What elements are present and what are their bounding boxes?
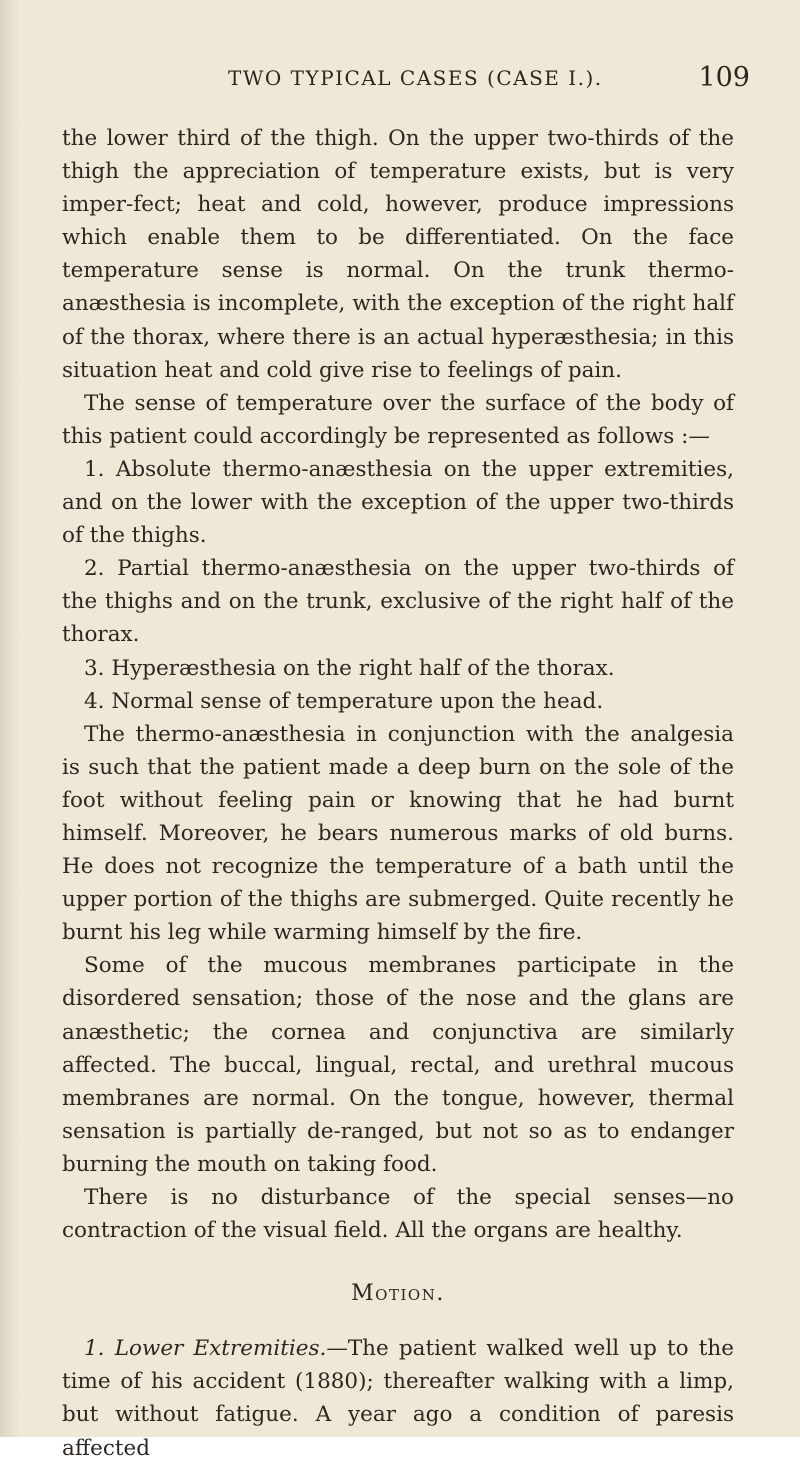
running-title: TWO TYPICAL CASES (CASE I.). [228,66,603,90]
section-heading-motion: Motion. [351,1281,445,1307]
paragraph-summary-intro: The sense of temperature over the surface of the body of this patient could accordingly be represented as follows :— [62,390,734,449]
running-head [60,62,750,100]
body-text [62,122,734,1465]
paragraph-continuation: the lower third of the thigh. On the upper two-thirds of the thigh the appreciation of temperature exists, but is very imper-fect; heat and cold, however, produce impressions which enable them to be differentiated. On the face temperature sense is normal. On the trunk thermo-anæsthesia is incomplete, with the exception of the right half of the thorax, where there is an actual hyperæsthesia; in this situation heat and cold give rise to feelings of pain. [62,126,734,383]
page-binding-shadow [0,0,20,1437]
list-item-2: 2. Partial thermo-anæsthesia on the upper two-thirds of the thighs and on the trunk, exclusive of the right half of the thorax. [62,556,734,648]
list-item-4: 4. Normal sense of temperature upon the head. [84,688,604,714]
subheading-lower-extremities: 1. Lower Extremities. [84,1336,327,1362]
paragraph-burns: The thermo-anæsthesia in conjunction with the analgesia is such that the patient made a deep burn on the sole of the foot without feeling pain or knowing that he had burnt himself. Moreover, he bears numerous marks of old burns. He does not recognize the temperature of a bath until the upper portion of the thighs are submerged. Quite recently he burnt his leg while warming himself by the fire. [62,721,734,946]
page-number: 109 [698,62,750,93]
list-item-3: 3. Hyperæsthesia on the right half of the thorax. [84,655,615,681]
paragraph-special-senses: There is no disturbance of the special senses—no contraction of the visual field. All the organs are healthy. [62,1185,734,1244]
lower-extremities-text: —The patient walked well up to the time of his accident (1880); thereafter walking with a limp, but without fatigue. A year ago a condition of paresis affected [62,1336,734,1461]
paragraph-mucous-membranes: Some of the mucous membranes participate in the disordered sensation; those of the nose and the glans are anæsthetic; the cornea and conjunctiva are similarly affected. The buccal, lingual, rectal, and urethral mucous membranes are normal. On the tongue, however, thermal sensation is partially de-ranged, but not so as to endanger burning the mouth on taking food. [62,953,734,1177]
list-item-1: 1. Absolute thermo-anæsthesia on the upper extremities, and on the lower with the exception of the upper two-thirds of the thighs. [62,456,734,549]
paragraph-lower-extremities [62,1332,734,1464]
